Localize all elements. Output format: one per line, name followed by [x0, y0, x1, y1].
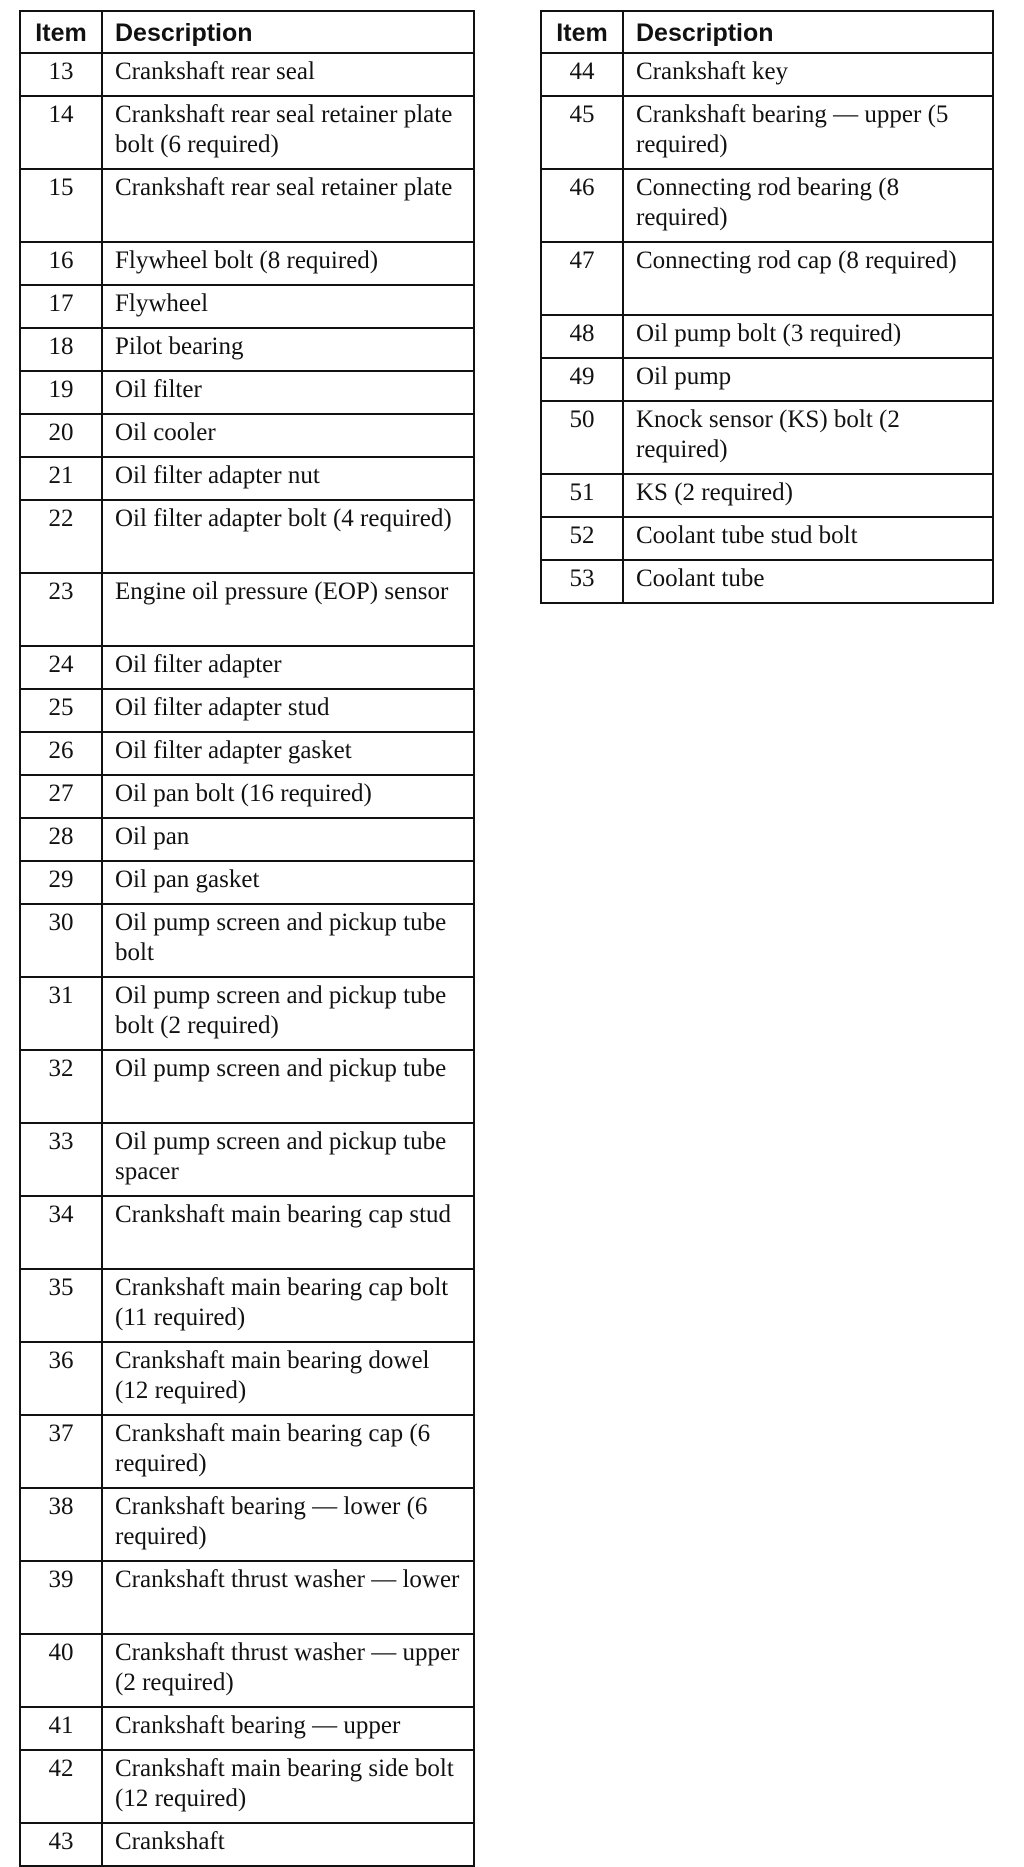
- item-number: 31: [20, 977, 102, 1050]
- item-number: 24: [20, 646, 102, 689]
- table-row: [20, 414, 474, 457]
- table-row: [20, 977, 474, 1050]
- item-description: Connecting rod bearing (8 required): [623, 169, 993, 242]
- table-row: [20, 1750, 474, 1823]
- item-description: Flywheel: [102, 285, 474, 328]
- table-header-row: [20, 11, 474, 53]
- table-row: [20, 500, 474, 573]
- item-description: Crankshaft main bearing side bolt (12 required): [102, 1750, 474, 1823]
- item-column-header: Item: [541, 11, 623, 53]
- description-column-header: Description: [102, 11, 474, 53]
- item-column-header: Item: [20, 11, 102, 53]
- item-description: Crankshaft rear seal: [102, 53, 474, 96]
- item-number: 30: [20, 904, 102, 977]
- item-number: 49: [541, 358, 623, 401]
- item-number: 50: [541, 401, 623, 474]
- table-row: [541, 358, 993, 401]
- item-description: Oil pump bolt (3 required): [623, 315, 993, 358]
- table-row: [20, 457, 474, 500]
- table-row: [541, 315, 993, 358]
- table-row: [20, 328, 474, 371]
- item-number: 15: [20, 169, 102, 242]
- item-number: 46: [541, 169, 623, 242]
- item-number: 34: [20, 1196, 102, 1269]
- item-number: 29: [20, 861, 102, 904]
- item-description: Oil filter: [102, 371, 474, 414]
- item-description: KS (2 required): [623, 474, 993, 517]
- item-number: 37: [20, 1415, 102, 1488]
- table-row: [20, 169, 474, 242]
- table-row: [541, 517, 993, 560]
- table-row: [541, 474, 993, 517]
- table-row: [20, 285, 474, 328]
- item-description: Crankshaft bearing — upper: [102, 1707, 474, 1750]
- table-row: [20, 1415, 474, 1488]
- item-description: Oil pan gasket: [102, 861, 474, 904]
- item-description: Flywheel bolt (8 required): [102, 242, 474, 285]
- table-row: [541, 242, 993, 315]
- item-description: Oil pump screen and pickup tube bolt: [102, 904, 474, 977]
- item-description: Crankshaft rear seal retainer plate bolt (6 required): [102, 96, 474, 169]
- item-number: 44: [541, 53, 623, 96]
- item-description: Oil pan bolt (16 required): [102, 775, 474, 818]
- table-row: [20, 1269, 474, 1342]
- table-row: [20, 96, 474, 169]
- item-number: 16: [20, 242, 102, 285]
- table-row: [20, 1196, 474, 1269]
- table-row: [20, 732, 474, 775]
- table-row: [541, 401, 993, 474]
- item-number: 21: [20, 457, 102, 500]
- parts-table-right: [540, 10, 994, 604]
- item-description: Oil pump screen and pickup tube: [102, 1050, 474, 1123]
- table-row: [541, 96, 993, 169]
- table-row: [20, 1050, 474, 1123]
- item-description: Oil filter adapter gasket: [102, 732, 474, 775]
- item-number: 14: [20, 96, 102, 169]
- item-description: Engine oil pressure (EOP) sensor: [102, 573, 474, 646]
- item-number: 19: [20, 371, 102, 414]
- item-number: 42: [20, 1750, 102, 1823]
- parts-table-left: [19, 10, 475, 1867]
- item-number: 17: [20, 285, 102, 328]
- description-column-header: Description: [623, 11, 993, 53]
- item-number: 45: [541, 96, 623, 169]
- table-row: [20, 1823, 474, 1866]
- table-row: [541, 53, 993, 96]
- item-description: Oil filter adapter bolt (4 required): [102, 500, 474, 573]
- table-row: [20, 861, 474, 904]
- table-row: [20, 1561, 474, 1634]
- item-number: 18: [20, 328, 102, 371]
- item-description: Crankshaft: [102, 1823, 474, 1866]
- item-number: 20: [20, 414, 102, 457]
- item-description: Connecting rod cap (8 required): [623, 242, 993, 315]
- item-number: 32: [20, 1050, 102, 1123]
- table-row: [20, 904, 474, 977]
- item-description: Crankshaft main bearing cap (6 required): [102, 1415, 474, 1488]
- table-row: [20, 1488, 474, 1561]
- item-description: Crankshaft rear seal retainer plate: [102, 169, 474, 242]
- table-row: [541, 169, 993, 242]
- table-row: [20, 689, 474, 732]
- table-header-row: [541, 11, 993, 53]
- table-row: [20, 818, 474, 861]
- item-number: 48: [541, 315, 623, 358]
- item-description: Oil filter adapter stud: [102, 689, 474, 732]
- item-number: 38: [20, 1488, 102, 1561]
- item-number: 28: [20, 818, 102, 861]
- item-description: Crankshaft bearing — upper (5 required): [623, 96, 993, 169]
- item-number: 23: [20, 573, 102, 646]
- item-number: 36: [20, 1342, 102, 1415]
- item-description: Crankshaft thrust washer — upper (2 required): [102, 1634, 474, 1707]
- item-description: Crankshaft main bearing cap bolt (11 required): [102, 1269, 474, 1342]
- table-row: [20, 1707, 474, 1750]
- item-number: 47: [541, 242, 623, 315]
- item-number: 13: [20, 53, 102, 96]
- item-description: Oil pump: [623, 358, 993, 401]
- item-description: Knock sensor (KS) bolt (2 required): [623, 401, 993, 474]
- item-number: 41: [20, 1707, 102, 1750]
- item-number: 26: [20, 732, 102, 775]
- item-number: 39: [20, 1561, 102, 1634]
- item-description: Oil pump screen and pickup tube bolt (2 required): [102, 977, 474, 1050]
- item-number: 35: [20, 1269, 102, 1342]
- table-row: [541, 560, 993, 603]
- table-row: [20, 1342, 474, 1415]
- item-description: Oil filter adapter nut: [102, 457, 474, 500]
- table-row: [20, 646, 474, 689]
- item-number: 40: [20, 1634, 102, 1707]
- table-row: [20, 775, 474, 818]
- item-description: Crankshaft key: [623, 53, 993, 96]
- item-description: Pilot bearing: [102, 328, 474, 371]
- item-description: Oil filter adapter: [102, 646, 474, 689]
- item-description: Oil pan: [102, 818, 474, 861]
- item-description: Crankshaft thrust washer — lower: [102, 1561, 474, 1634]
- table-row: [20, 242, 474, 285]
- item-description: Crankshaft bearing — lower (6 required): [102, 1488, 474, 1561]
- item-number: 33: [20, 1123, 102, 1196]
- item-number: 52: [541, 517, 623, 560]
- item-description: Coolant tube: [623, 560, 993, 603]
- table-row: [20, 1634, 474, 1707]
- item-description: Crankshaft main bearing dowel (12 required): [102, 1342, 474, 1415]
- item-description: Oil pump screen and pickup tube spacer: [102, 1123, 474, 1196]
- table-row: [20, 573, 474, 646]
- item-description: Coolant tube stud bolt: [623, 517, 993, 560]
- item-description: Crankshaft main bearing cap stud: [102, 1196, 474, 1269]
- item-number: 53: [541, 560, 623, 603]
- item-description: Oil cooler: [102, 414, 474, 457]
- item-number: 43: [20, 1823, 102, 1866]
- table-row: [20, 1123, 474, 1196]
- item-number: 22: [20, 500, 102, 573]
- item-number: 25: [20, 689, 102, 732]
- item-number: 51: [541, 474, 623, 517]
- table-row: [20, 371, 474, 414]
- table-row: [20, 53, 474, 96]
- item-number: 27: [20, 775, 102, 818]
